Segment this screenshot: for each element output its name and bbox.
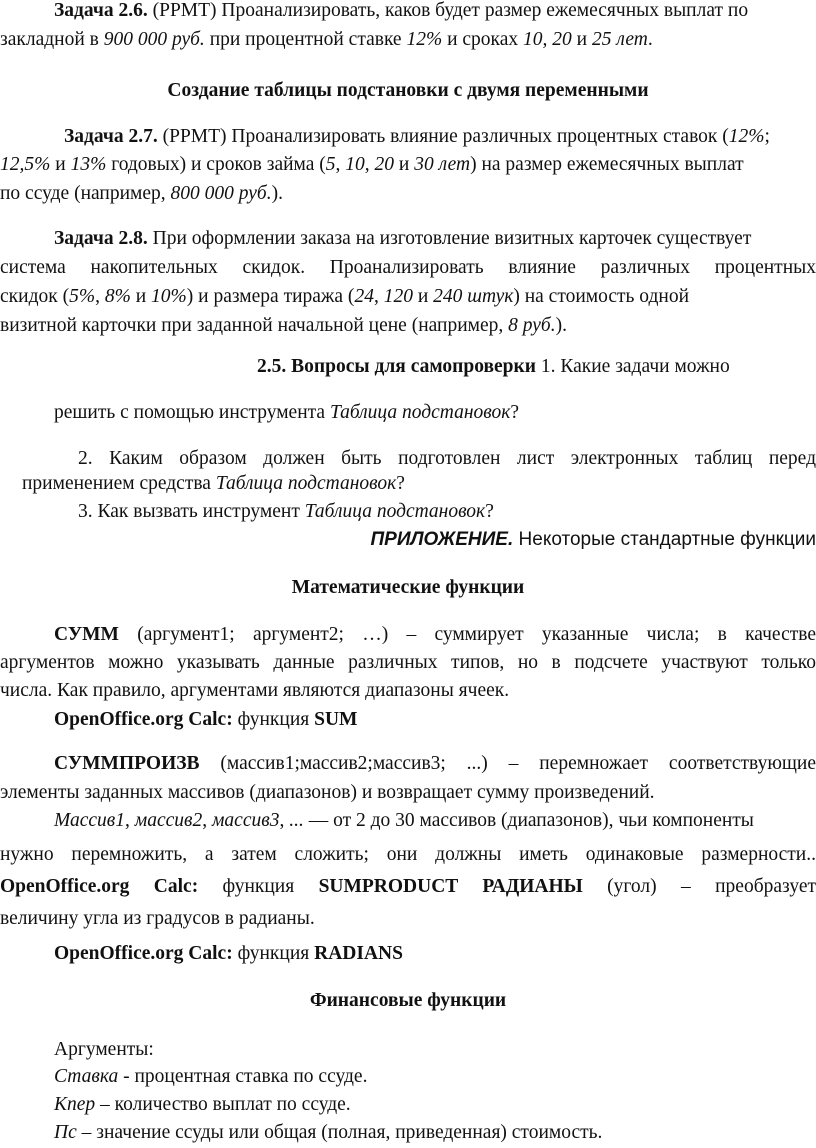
task-2-6-line-1: Задача 2.6. (РРМТ) Проанализировать, каков будет размер ежемесячных выплат по bbox=[54, 0, 749, 21]
task-2-6-title: Задача 2.6. bbox=[54, 0, 148, 21]
radians-calc-equivalent: OpenOffice.org Calc: функция RADIANS bbox=[54, 943, 403, 964]
task-2-7-line-2: 12,5% и 13% годовых) и сроков займа (5, 10, 20 и 30 лет) на размер ежемесячных выплат bbox=[0, 154, 744, 175]
summ-line-3: числа. Как правило, аргументами являются диапазоны ячеек. bbox=[0, 680, 510, 701]
task-2-8-line-1: Задача 2.8. При оформлении заказа на изготовление визитных карточек существует bbox=[54, 228, 752, 249]
task-2-8-title: Задача 2.8. bbox=[54, 228, 148, 249]
radians-description: величину угла из градусов в радианы. bbox=[0, 908, 315, 929]
question-1-line-2: решить с помощью инструмента Таблица подстановок? bbox=[54, 402, 520, 423]
task-2-7-line-1: Задача 2.7. (РРМТ) Проанализировать влияние различных процентных ставок (12%; bbox=[64, 126, 770, 147]
summproizv-line-4: нужно перемножить, а затем сложить; они должны иметь одинаковые размерности.. bbox=[0, 844, 816, 865]
arguments-title: Аргументы: bbox=[54, 1039, 154, 1060]
questions-heading-line: 2.5. Вопросы для самопроверки 1. Какие задачи можно bbox=[257, 356, 730, 377]
questions-heading: 2.5. Вопросы для самопроверки bbox=[257, 356, 536, 377]
financial-functions-heading: Финансовые функции bbox=[309, 990, 507, 1011]
argument-nper: Кпер – количество выплат по ссуде. bbox=[54, 1094, 351, 1115]
argument-pv: Пс – значение ссуды или общая (полная, приведенная) стоимость. bbox=[54, 1122, 603, 1143]
task-2-6-line-2: закладной в 900 000 руб. при процентной ставке 12% и сроках 10, 20 и 25 лет. bbox=[0, 29, 653, 50]
task-2-7-line-3: по ссуде (например, 800 000 руб.). bbox=[0, 183, 283, 204]
appendix-heading: ПРИЛОЖЕНИЕ. Некоторые стандартные функции bbox=[370, 529, 816, 550]
summproizv-line-2: элементы заданных массивов (диапазонов) и возвращает сумму произведений. bbox=[0, 782, 655, 803]
summproizv-name: СУММПРОИЗВ bbox=[54, 753, 200, 774]
question-3: 3. Как вызвать инструмент Таблица подстановок? bbox=[78, 501, 494, 522]
summproizv-calc-equivalent: OpenOffice.org Calc: функция SUMPRODUCT РАДИАНЫ (угол) – преобразует bbox=[0, 876, 816, 897]
task-2-8-line-2: система накопительных скидок. Проанализировать влияние различных процентных bbox=[0, 257, 816, 278]
question-2-line-1: 2. Каким образом должен быть подготовлен лист электронных таблиц перед bbox=[78, 448, 816, 469]
task-2-8-line-3: скидок (5%, 8% и 10%) и размера тиража (24, 120 и 240 штук) на стоимость одной bbox=[0, 286, 690, 307]
summ-line-2: аргументов можно указывать данные различных типов, но в подсчете участвуют только bbox=[0, 652, 816, 673]
summ-name: СУММ bbox=[54, 624, 119, 645]
math-functions-heading: Математические функции bbox=[291, 577, 525, 598]
summ-line-1: СУММ (аргумент1; аргумент2; …) – суммирует указанные числа; в качестве bbox=[54, 624, 816, 645]
section-two-variable-heading: Создание таблицы подстановки с двумя переменными bbox=[167, 80, 649, 101]
summproizv-line-3: Массив1, массив2, массив3, ... — от 2 до 30 массивов (диапазонов), чьи компоненты bbox=[54, 810, 754, 831]
summproizv-line-1: СУММПРОИЗВ (массив1;массив2;массив3; ...) – перемножает соответствующие bbox=[54, 753, 816, 774]
question-2-line-2: применением средства Таблица подстановок? bbox=[22, 473, 405, 494]
summ-calc-equivalent: OpenOffice.org Calc: функция SUM bbox=[54, 709, 358, 730]
argument-rate: Ставка - процентная ставка по ссуде. bbox=[54, 1066, 368, 1087]
task-2-7-title: Задача 2.7. bbox=[64, 126, 158, 147]
task-2-8-line-4: визитной карточки при заданной начальной цене (например, 8 руб.). bbox=[0, 315, 567, 336]
